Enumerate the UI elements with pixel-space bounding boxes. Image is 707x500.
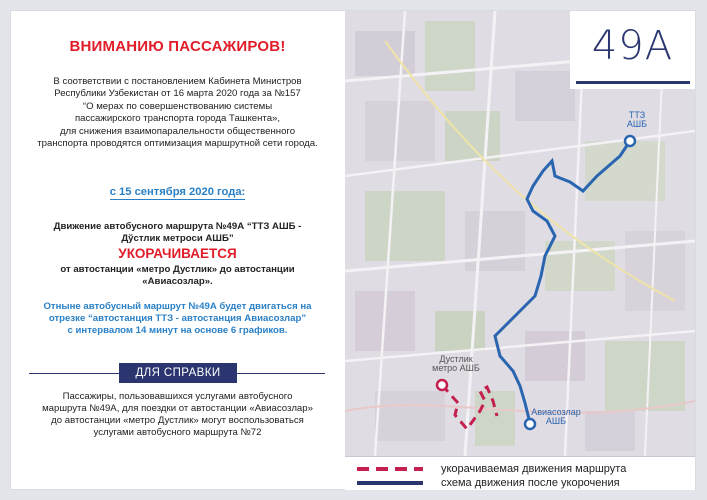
- map-legend: [345, 456, 695, 490]
- headline: ВНИМАНИЮ ПАССАЖИРОВ!: [69, 38, 286, 55]
- new-route-line: Отныне автобусный маршрут №49А будет двигаться на: [43, 301, 312, 312]
- solid-line-swatch: [357, 481, 423, 485]
- intro-line: Республики Узбекистан от 16 марта 2020 года за №157: [54, 88, 301, 100]
- aviasozlar-stop-label-line: Авиасозлар: [531, 407, 581, 417]
- aviasozlar-stop-label-line: АШБ: [545, 416, 567, 426]
- legend-cut-label: укорачиваемая движения маршрута: [441, 463, 627, 475]
- intro-line: В соответствии с постановлением Кабинета Министров: [53, 76, 302, 87]
- route-info-line: Дўстлик метроси АШБ”: [121, 233, 234, 244]
- intro-line: для снижения взаимопаралельности общественного: [59, 125, 296, 137]
- dustlik-stop-label-line: метро АШБ: [432, 363, 480, 373]
- intro-line: транспорта проводятся оптимизация маршрутной сети города.: [37, 138, 318, 150]
- reference-line: до автостанции «метро Дустлик» могут воспользоваться: [51, 415, 304, 426]
- dustlik-stop-label-line: Дустлик: [439, 354, 473, 364]
- route-number-underline: [576, 81, 690, 84]
- from-to-line: «Авиасозлар».: [142, 276, 213, 287]
- shortened-heading: УКОРАЧИВАЕТСЯ: [118, 246, 237, 261]
- route-info: [21, 221, 334, 245]
- dustlik-stop-marker: [437, 380, 447, 390]
- new-route-line: отрезке “автостанция ТТЗ - автостанция Авиасозлар”: [48, 313, 307, 324]
- ttz-stop-label-line: ТТЗ: [628, 110, 646, 120]
- legend-new-label: схема движения после укорочения: [441, 477, 620, 489]
- reference-line: маршрута №49А, для поездки от автостанции «Авиасозлар»: [42, 403, 313, 414]
- dustlik-stop-label: [421, 355, 491, 373]
- new-route-line: с интервалом 14 минут на основе 6 графиков.: [67, 325, 288, 336]
- legend-row-cut: [357, 462, 626, 476]
- route-number: 49A: [591, 23, 674, 69]
- notice-text-panel: [11, 11, 344, 489]
- aviasozlar-stop-label: [521, 408, 591, 426]
- dashed-line-swatch: [357, 467, 423, 471]
- legend-row-new: [357, 476, 620, 490]
- route-number-badge: [570, 11, 695, 89]
- effective-date: [11, 186, 344, 198]
- reference-text: [17, 391, 338, 439]
- ttz-stop-label-line: АШБ: [626, 119, 648, 129]
- intro-line: пассажирского транспорта города Ташкента»,: [74, 113, 281, 125]
- intro-paragraph: [17, 76, 338, 150]
- ttz-stop-label: [617, 111, 657, 129]
- intro-line: “О мерах по совершенствованию системы: [82, 100, 273, 112]
- new-route-notice: [17, 301, 338, 337]
- from-to-text: [21, 264, 334, 288]
- effective-date-text: с 15 сентября 2020 года:: [109, 186, 246, 198]
- reference-banner: ДЛЯ СПРАВКИ: [119, 363, 237, 383]
- reference-line: услугами автобусного маршрута №72: [93, 427, 262, 438]
- route-info-line: Движение автобусного маршрута №49А “ТТЗ АШБ -: [53, 221, 302, 232]
- ttz-stop-marker: [625, 136, 635, 146]
- reference-line: Пассажиры, пользовавшихся услугами автобусного: [62, 391, 293, 402]
- from-to-line: от автостанции «метро Дустлик» до автостанции: [60, 264, 295, 275]
